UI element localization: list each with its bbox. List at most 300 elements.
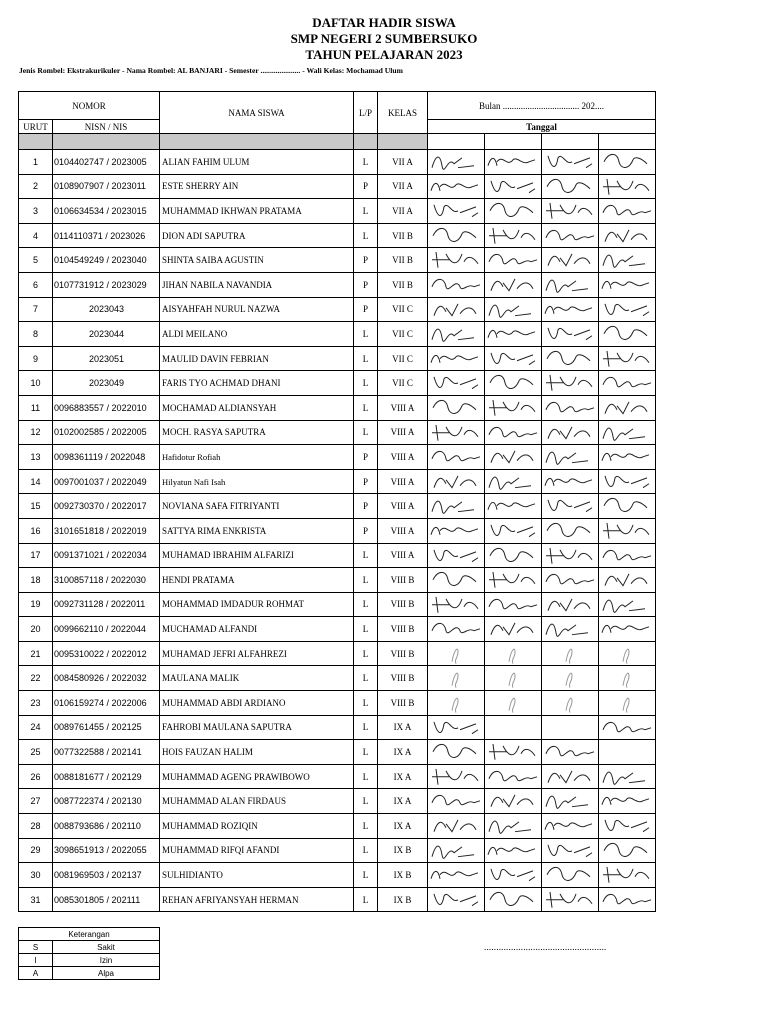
signature-cell[interactable] — [485, 469, 542, 494]
signature-mark — [428, 716, 484, 740]
signature-mark — [599, 224, 655, 248]
urut-cell: 26 — [19, 764, 53, 789]
signature-cell[interactable] — [485, 223, 542, 248]
table-row — [19, 272, 656, 297]
signature-mark — [542, 175, 598, 199]
kelas-cell: IX A — [378, 715, 428, 740]
signature-cell[interactable] — [599, 715, 656, 740]
signature-cell[interactable] — [542, 199, 599, 224]
signature-cell[interactable] — [428, 248, 485, 273]
signature-mark — [599, 150, 655, 174]
urut-cell: 30 — [19, 863, 53, 888]
lp-cell: P — [354, 445, 378, 470]
urut-cell: 17 — [19, 543, 53, 568]
nisn-cell: 0098361119 / 2022048 — [53, 445, 160, 470]
signature-cell[interactable] — [542, 248, 599, 273]
signature-mark — [428, 666, 484, 690]
signature-cell[interactable] — [599, 322, 656, 347]
lp-cell: L — [354, 223, 378, 248]
signature-cell[interactable] — [485, 740, 542, 765]
signature-cell[interactable] — [542, 592, 599, 617]
signature-cell[interactable] — [428, 887, 485, 912]
urut-cell: 20 — [19, 617, 53, 642]
signature-cell[interactable] — [599, 838, 656, 863]
signature-mark — [542, 347, 598, 371]
kelas-cell: VII B — [378, 223, 428, 248]
urut-cell: 24 — [19, 715, 53, 740]
nisn-cell: 2023049 — [53, 371, 160, 396]
signature-cell[interactable] — [542, 838, 599, 863]
signature-mark — [485, 199, 541, 223]
student-name-cell: AISYAHFAH NURUL NAZWA — [160, 297, 354, 322]
signature-mark — [542, 666, 598, 690]
nisn-cell: 2023043 — [53, 297, 160, 322]
signature-mark — [428, 617, 484, 641]
signature-cell[interactable] — [542, 764, 599, 789]
signature-mark — [485, 150, 541, 174]
signature-mark — [485, 740, 541, 764]
signature-mark — [599, 421, 655, 445]
signature-mark — [542, 544, 598, 568]
kelas-cell: VII A — [378, 199, 428, 224]
signature-cell[interactable] — [542, 494, 599, 519]
signature-mark — [599, 494, 655, 518]
signature-cell[interactable] — [542, 469, 599, 494]
signature-cell[interactable] — [542, 789, 599, 814]
nisn-cell: 0095310022 / 2022012 — [53, 641, 160, 666]
signature-mark — [599, 642, 655, 666]
signature-mark — [428, 224, 484, 248]
signature-mark — [485, 347, 541, 371]
nisn-header: NISN / NIS — [53, 120, 160, 134]
signature-cell[interactable] — [485, 814, 542, 839]
lp-cell: L — [354, 322, 378, 347]
nisn-cell: 0099662110 / 2022044 — [53, 617, 160, 642]
signature-cell[interactable] — [542, 395, 599, 420]
signature-cell[interactable] — [542, 150, 599, 175]
kelas-cell: VII A — [378, 174, 428, 199]
signature-cell[interactable] — [599, 543, 656, 568]
signature-mark — [599, 617, 655, 641]
signature-cell[interactable] — [599, 346, 656, 371]
student-name-cell: MUHAMMAD RIFQI AFANDI — [160, 838, 354, 863]
signature-mark — [599, 544, 655, 568]
kelas-cell: VIII B — [378, 568, 428, 593]
signature-cell[interactable] — [599, 420, 656, 445]
signature-cell[interactable] — [485, 789, 542, 814]
signature-cell[interactable] — [428, 568, 485, 593]
keterangan-code: S — [19, 941, 53, 954]
signature-cell[interactable] — [599, 174, 656, 199]
student-name-cell: MOCH. RASYA SAPUTRA — [160, 420, 354, 445]
signature-mark — [428, 298, 484, 322]
signature-cell[interactable] — [428, 592, 485, 617]
signature-cell[interactable] — [599, 371, 656, 396]
signature-cell[interactable] — [428, 740, 485, 765]
signature-cell[interactable] — [485, 838, 542, 863]
signature-mark — [542, 396, 598, 420]
signature-cell[interactable] — [428, 420, 485, 445]
signature-cell[interactable] — [542, 666, 599, 691]
signature-mark — [542, 789, 598, 813]
signature-cell[interactable] — [485, 494, 542, 519]
urut-cell: 25 — [19, 740, 53, 765]
signature-mark — [485, 691, 541, 715]
table-row — [19, 789, 656, 814]
lp-cell: P — [354, 494, 378, 519]
signature-cell[interactable] — [485, 371, 542, 396]
nisn-cell: 0107731912 / 2023029 — [53, 272, 160, 297]
signature-mark — [428, 494, 484, 518]
signature-mark — [542, 888, 598, 912]
nisn-cell: 0096883557 / 2022010 — [53, 395, 160, 420]
signature-cell[interactable] — [485, 150, 542, 175]
nisn-cell: 0081969503 / 202137 — [53, 863, 160, 888]
student-name-cell: NOVIANA SAFA FITRIYANTI — [160, 494, 354, 519]
signature-mark — [485, 273, 541, 297]
signature-cell[interactable] — [542, 272, 599, 297]
signature-mark — [599, 691, 655, 715]
signature-mark — [485, 666, 541, 690]
grey-separator-row — [19, 134, 656, 150]
nisn-cell: 0088181677 / 202129 — [53, 764, 160, 789]
signature-cell[interactable] — [542, 617, 599, 642]
signature-mark — [599, 396, 655, 420]
signature-mark — [485, 298, 541, 322]
signature-cell[interactable] — [542, 568, 599, 593]
signature-cell[interactable] — [428, 617, 485, 642]
signature-cell[interactable] — [485, 863, 542, 888]
urut-cell: 11 — [19, 395, 53, 420]
lp-cell: L — [354, 887, 378, 912]
signature-cell[interactable] — [428, 715, 485, 740]
signature-cell[interactable] — [599, 248, 656, 273]
signature-cell[interactable] — [428, 395, 485, 420]
signature-cell[interactable] — [542, 420, 599, 445]
signature-mark — [485, 519, 541, 543]
signature-cell[interactable] — [542, 297, 599, 322]
signature-cell[interactable] — [428, 297, 485, 322]
urut-cell: 12 — [19, 420, 53, 445]
signature-cell[interactable] — [485, 518, 542, 543]
signature-cell[interactable] — [428, 150, 485, 175]
signature-mark — [485, 322, 541, 346]
nisn-cell: 0087722374 / 202130 — [53, 789, 160, 814]
lp-cell: P — [354, 518, 378, 543]
signature-cell[interactable] — [485, 617, 542, 642]
nisn-cell: 0092730370 / 2022017 — [53, 494, 160, 519]
signature-mark — [485, 863, 541, 887]
student-name-cell: MUHAMMAD IKHWAN PRATAMA — [160, 199, 354, 224]
signature-cell[interactable] — [485, 395, 542, 420]
lp-cell: L — [354, 592, 378, 617]
signature-cell[interactable] — [599, 617, 656, 642]
signature-mark — [542, 863, 598, 887]
signature-cell[interactable] — [485, 764, 542, 789]
signature-cell[interactable] — [599, 469, 656, 494]
signature-cell[interactable] — [542, 371, 599, 396]
lp-cell: L — [354, 150, 378, 175]
signature-cell[interactable] — [599, 814, 656, 839]
signature-cell[interactable] — [542, 174, 599, 199]
student-name-cell: DION ADI SAPUTRA — [160, 223, 354, 248]
nisn-cell: 0104402747 / 2023005 — [53, 150, 160, 175]
urut-header: URUT — [19, 120, 53, 134]
signature-cell[interactable] — [428, 543, 485, 568]
table-row — [19, 666, 656, 691]
signature-cell[interactable] — [428, 863, 485, 888]
student-name-cell: SULHIDIANTO — [160, 863, 354, 888]
signature-mark — [428, 396, 484, 420]
signature-cell[interactable] — [485, 543, 542, 568]
signature-mark — [599, 863, 655, 887]
signature-cell[interactable] — [542, 887, 599, 912]
signature-mark — [542, 642, 598, 666]
signature-cell[interactable] — [428, 272, 485, 297]
signature-cell[interactable] — [542, 641, 599, 666]
signature-cell[interactable] — [485, 272, 542, 297]
signature-cell[interactable] — [542, 740, 599, 765]
signature-cell[interactable] — [485, 297, 542, 322]
signature-mark — [542, 519, 598, 543]
signature-cell[interactable] — [542, 691, 599, 716]
signature-cell[interactable] — [485, 248, 542, 273]
urut-cell: 28 — [19, 814, 53, 839]
table-row — [19, 617, 656, 642]
urut-cell: 29 — [19, 838, 53, 863]
signature-cell[interactable] — [599, 199, 656, 224]
signature-cell[interactable] — [542, 863, 599, 888]
signature-cell[interactable] — [485, 174, 542, 199]
signature-cell[interactable] — [599, 445, 656, 470]
table-row — [19, 715, 656, 740]
urut-cell: 16 — [19, 518, 53, 543]
signature-mark — [599, 445, 655, 469]
kelas-header: KELAS — [378, 92, 428, 134]
signature-cell[interactable] — [428, 666, 485, 691]
lp-cell: P — [354, 248, 378, 273]
signature-mark — [428, 322, 484, 346]
lp-cell: L — [354, 641, 378, 666]
table-row — [19, 863, 656, 888]
signature-cell[interactable] — [542, 223, 599, 248]
lp-cell: L — [354, 814, 378, 839]
signature-cell[interactable] — [485, 715, 542, 740]
student-name-cell: MOHAMMAD IMDADUR ROHMAT — [160, 592, 354, 617]
signature-cell[interactable] — [428, 789, 485, 814]
signature-cell[interactable] — [599, 568, 656, 593]
signature-cell[interactable] — [542, 346, 599, 371]
signature-mark — [485, 789, 541, 813]
signature-mark — [542, 740, 598, 764]
signature-cell[interactable] — [599, 764, 656, 789]
signature-mark — [428, 863, 484, 887]
nisn-cell: 0104549249 / 2023040 — [53, 248, 160, 273]
kelas-cell: VIII B — [378, 666, 428, 691]
attendance-table — [18, 91, 656, 912]
signature-cell[interactable] — [542, 543, 599, 568]
signature-mark — [485, 593, 541, 617]
table-row — [19, 346, 656, 371]
signature-cell[interactable] — [428, 518, 485, 543]
signature-cell[interactable] — [542, 814, 599, 839]
student-name-cell: Hilyatun Nafi Isah — [160, 469, 354, 494]
signature-cell[interactable] — [599, 272, 656, 297]
table-row — [19, 248, 656, 273]
signature-cell[interactable] — [599, 297, 656, 322]
lp-cell: L — [354, 666, 378, 691]
signature-mark — [428, 421, 484, 445]
signature-cell[interactable] — [599, 666, 656, 691]
signature-cell[interactable] — [599, 740, 656, 765]
signature-mark — [428, 642, 484, 666]
signature-cell[interactable] — [428, 469, 485, 494]
kelas-cell: VII C — [378, 346, 428, 371]
signature-cell[interactable] — [485, 322, 542, 347]
signature-mark — [485, 642, 541, 666]
signature-mark — [428, 765, 484, 789]
table-row — [19, 838, 656, 863]
signature-cell[interactable] — [485, 691, 542, 716]
lp-cell: L — [354, 199, 378, 224]
table-row — [19, 814, 656, 839]
kelas-cell: IX B — [378, 863, 428, 888]
signature-cell[interactable] — [428, 814, 485, 839]
urut-cell: 6 — [19, 272, 53, 297]
nisn-cell: 0088793686 / 202110 — [53, 814, 160, 839]
signature-cell[interactable] — [542, 715, 599, 740]
signature-cell[interactable] — [428, 494, 485, 519]
table-row — [19, 322, 656, 347]
urut-cell: 21 — [19, 641, 53, 666]
kelas-cell: IX A — [378, 764, 428, 789]
signature-cell[interactable] — [428, 838, 485, 863]
lp-cell: P — [354, 469, 378, 494]
signature-cell[interactable] — [485, 592, 542, 617]
signature-cell[interactable] — [485, 887, 542, 912]
signature-cell[interactable] — [428, 322, 485, 347]
signature-mark — [428, 175, 484, 199]
signature-mark — [542, 470, 598, 494]
kelas-cell: VII A — [378, 150, 428, 175]
urut-cell: 27 — [19, 789, 53, 814]
signature-mark — [542, 445, 598, 469]
student-name-cell: MUHAMAD IBRAHIM ALFARIZI — [160, 543, 354, 568]
signature-mark — [599, 666, 655, 690]
tanggal-header: Tanggal — [428, 120, 656, 134]
signature-cell[interactable] — [542, 322, 599, 347]
signature-mark — [428, 814, 484, 838]
signature-cell[interactable] — [428, 764, 485, 789]
urut-cell: 3 — [19, 199, 53, 224]
signature-cell[interactable] — [485, 568, 542, 593]
signature-cell[interactable] — [485, 199, 542, 224]
signature-cell[interactable] — [599, 691, 656, 716]
lp-cell: L — [354, 617, 378, 642]
lp-cell: L — [354, 371, 378, 396]
keterangan-code: I — [19, 954, 53, 967]
signature-cell[interactable] — [599, 150, 656, 175]
signature-cell[interactable] — [428, 174, 485, 199]
student-name-cell: Hafidotur Rofiah — [160, 445, 354, 470]
signature-cell[interactable] — [599, 494, 656, 519]
student-name-cell: MUHAMMAD ALAN FIRDAUS — [160, 789, 354, 814]
signature-mark — [485, 175, 541, 199]
urut-cell: 2 — [19, 174, 53, 199]
signature-mark — [428, 248, 484, 272]
signature-mark — [485, 470, 541, 494]
signature-cell[interactable] — [485, 420, 542, 445]
signature-cell[interactable] — [485, 666, 542, 691]
signature-cell[interactable] — [428, 445, 485, 470]
signature-cell[interactable] — [599, 863, 656, 888]
nisn-cell: 3100857118 / 2022030 — [53, 568, 160, 593]
student-name-cell: SHINTA SAIBA AGUSTIN — [160, 248, 354, 273]
table-row — [19, 518, 656, 543]
signature-cell[interactable] — [428, 691, 485, 716]
signature-cell[interactable] — [428, 641, 485, 666]
kelas-cell: VIII B — [378, 592, 428, 617]
signature-cell[interactable] — [599, 395, 656, 420]
keterangan-label: Alpa — [53, 967, 160, 980]
signature-cell[interactable] — [428, 371, 485, 396]
signature-cell[interactable] — [485, 641, 542, 666]
nisn-cell: 0089761455 / 202125 — [53, 715, 160, 740]
signature-cell[interactable] — [542, 445, 599, 470]
lp-cell: L — [354, 543, 378, 568]
nisn-cell: 0084580926 / 2022032 — [53, 666, 160, 691]
urut-cell: 23 — [19, 691, 53, 716]
table-row — [19, 641, 656, 666]
nisn-cell: 3098651913 / 2022055 — [53, 838, 160, 863]
keterangan-label: Sakit — [53, 941, 160, 954]
kelas-cell: VIII A — [378, 518, 428, 543]
urut-cell: 7 — [19, 297, 53, 322]
urut-cell: 10 — [19, 371, 53, 396]
signature-cell[interactable] — [599, 592, 656, 617]
signature-cell[interactable] — [599, 641, 656, 666]
signature-mark — [599, 765, 655, 789]
urut-cell: 31 — [19, 887, 53, 912]
signature-cell[interactable] — [428, 223, 485, 248]
lp-cell: L — [354, 395, 378, 420]
urut-cell: 8 — [19, 322, 53, 347]
nisn-cell: 0085301805 / 202111 — [53, 887, 160, 912]
nisn-cell: 2023051 — [53, 346, 160, 371]
signature-mark — [542, 839, 598, 863]
signature-cell[interactable] — [599, 887, 656, 912]
signature-cell[interactable] — [485, 445, 542, 470]
signature-cell[interactable] — [599, 223, 656, 248]
urut-cell: 22 — [19, 666, 53, 691]
lp-cell: L — [354, 838, 378, 863]
signature-cell[interactable] — [428, 346, 485, 371]
urut-cell: 15 — [19, 494, 53, 519]
signature-mark — [485, 445, 541, 469]
signature-cell[interactable] — [485, 346, 542, 371]
signature-cell[interactable] — [428, 199, 485, 224]
kelas-cell: VII B — [378, 272, 428, 297]
signature-mark — [428, 593, 484, 617]
signature-mark — [485, 371, 541, 395]
signature-cell[interactable] — [599, 518, 656, 543]
nisn-cell: 0108907907 / 2023011 — [53, 174, 160, 199]
signature-cell[interactable] — [599, 789, 656, 814]
student-name-cell: SATTYA RIMA ENKRISTA — [160, 518, 354, 543]
kelas-cell: IX A — [378, 740, 428, 765]
signature-cell[interactable] — [542, 518, 599, 543]
table-row — [19, 395, 656, 420]
